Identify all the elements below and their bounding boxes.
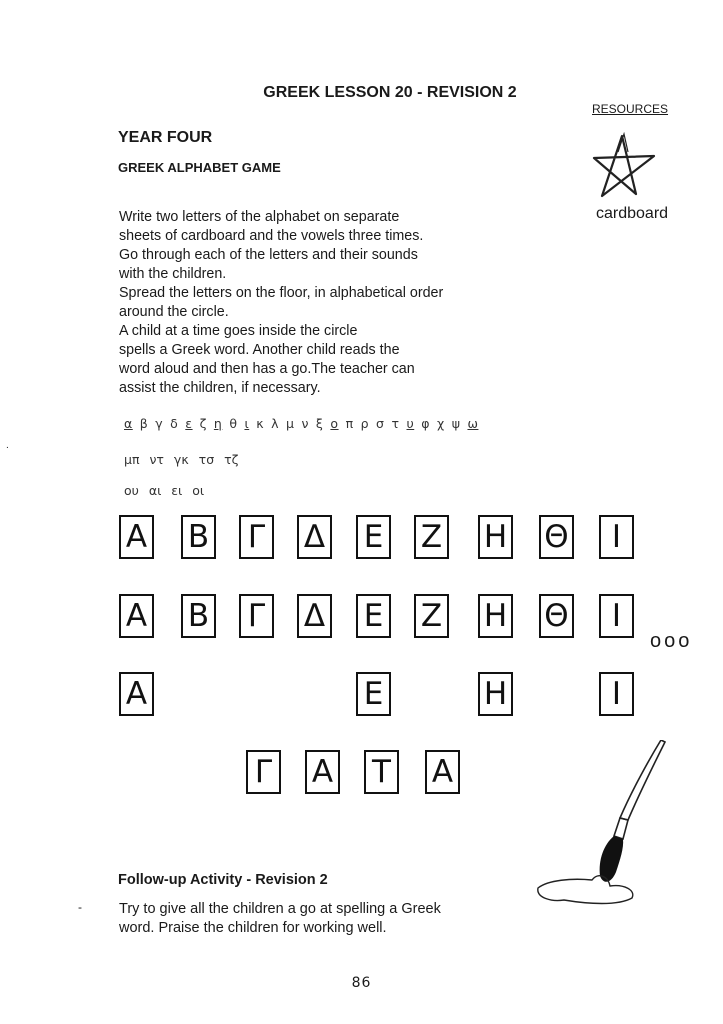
alphabet-letter: κ bbox=[256, 416, 265, 431]
alphabet-letter: ξ bbox=[315, 416, 324, 431]
star-icon bbox=[588, 132, 660, 200]
letter-card: Β bbox=[181, 515, 216, 559]
greek-alphabet-lowercase bbox=[124, 416, 485, 431]
alphabet-letter: η bbox=[213, 416, 223, 431]
letter-card: Τ bbox=[364, 750, 399, 794]
letter-card: Α bbox=[305, 750, 340, 794]
letter-card: Γ bbox=[239, 515, 274, 559]
letter-card: Ι bbox=[599, 594, 634, 638]
alphabet-letter: ρ bbox=[360, 416, 370, 431]
instruction-line: spells a Greek word. Another child reads the bbox=[119, 342, 400, 358]
alphabet-letter: υ bbox=[406, 416, 415, 431]
instruction-line: Spread the letters on the floor, in alphabetical order bbox=[119, 285, 444, 301]
continuation-dots: ooo bbox=[650, 630, 693, 652]
letter-card: Ε bbox=[356, 515, 391, 559]
alphabet-letter: δ bbox=[170, 416, 179, 431]
alphabet-letter: ο bbox=[330, 416, 339, 431]
alphabet-letter: τ bbox=[391, 416, 400, 431]
margin-mark: . bbox=[6, 440, 9, 451]
page-title: GREEK LESSON 20 - REVISION 2 bbox=[263, 84, 517, 101]
letter-card: Α bbox=[119, 594, 154, 638]
letter-card: Γ bbox=[246, 750, 281, 794]
instruction-line: A child at a time goes inside the circle bbox=[119, 323, 358, 339]
alphabet-letter: γ bbox=[155, 416, 164, 431]
alphabet-letter: μ bbox=[285, 416, 295, 431]
resource-item-label: cardboard bbox=[596, 205, 669, 222]
instruction-line: Go through each of the letters and their sounds bbox=[119, 247, 418, 263]
letter-card: Β bbox=[181, 594, 216, 638]
greek-diphthongs: ου αι ει οι bbox=[124, 483, 205, 498]
instructions bbox=[119, 208, 509, 398]
letter-card: Ε bbox=[356, 594, 391, 638]
letter-card: Η bbox=[478, 515, 513, 559]
letter-card: Η bbox=[478, 672, 513, 716]
followup-text bbox=[119, 900, 499, 938]
bullet-mark: - bbox=[78, 900, 82, 914]
greek-digraphs: μπ ντ γκ τσ τζ bbox=[124, 452, 239, 467]
instruction-line: Write two letters of the alphabet on separate bbox=[119, 209, 400, 225]
alphabet-letter: φ bbox=[421, 416, 430, 431]
letter-card: Δ bbox=[297, 515, 332, 559]
alphabet-letter: ψ bbox=[451, 416, 461, 431]
activity-title: GREEK ALPHABET GAME bbox=[118, 160, 281, 175]
alphabet-letter: β bbox=[139, 416, 149, 431]
alphabet-letter: ε bbox=[185, 416, 193, 431]
alphabet-letter: π bbox=[345, 416, 354, 431]
letter-card: Γ bbox=[239, 594, 274, 638]
alphabet-letter: ζ bbox=[199, 416, 207, 431]
alphabet-letter: ω bbox=[467, 416, 479, 431]
instruction-line: with the children. bbox=[119, 266, 227, 282]
letter-card: Α bbox=[119, 515, 154, 559]
alphabet-letter: θ bbox=[229, 416, 238, 431]
letter-card: Ζ bbox=[414, 515, 449, 559]
letter-card: Ζ bbox=[414, 594, 449, 638]
page-number: 86 bbox=[351, 975, 372, 991]
letter-card: Ι bbox=[599, 515, 634, 559]
alphabet-letter: χ bbox=[436, 416, 445, 431]
alphabet-letter: ι bbox=[244, 416, 250, 431]
resources-heading: RESOURCES bbox=[592, 102, 669, 116]
alphabet-letter: α bbox=[124, 416, 133, 431]
instruction-line: assist the children, if necessary. bbox=[119, 380, 321, 396]
followup-line: word. Praise the children for working well. bbox=[119, 920, 387, 936]
paintbrush-icon bbox=[528, 740, 678, 910]
letter-card: Η bbox=[478, 594, 513, 638]
letter-card: Ι bbox=[599, 672, 634, 716]
letter-card: Α bbox=[425, 750, 460, 794]
alphabet-letter: λ bbox=[271, 416, 279, 431]
instruction-line: sheets of cardboard and the vowels three times. bbox=[119, 228, 424, 244]
letter-card: Ε bbox=[356, 672, 391, 716]
letter-card: Α bbox=[119, 672, 154, 716]
alphabet-letter: σ bbox=[376, 416, 385, 431]
letter-card: Θ bbox=[539, 515, 574, 559]
followup-line: Try to give all the children a go at spelling a Greek bbox=[119, 901, 441, 917]
instruction-line: around the circle. bbox=[119, 304, 229, 320]
followup-title: Follow-up Activity - Revision 2 bbox=[118, 872, 328, 888]
alphabet-letter: ν bbox=[301, 416, 309, 431]
letter-card: Θ bbox=[539, 594, 574, 638]
instruction-line: word aloud and then has a go.The teacher can bbox=[119, 361, 415, 377]
letter-card: Δ bbox=[297, 594, 332, 638]
year-heading: YEAR FOUR bbox=[118, 129, 213, 146]
